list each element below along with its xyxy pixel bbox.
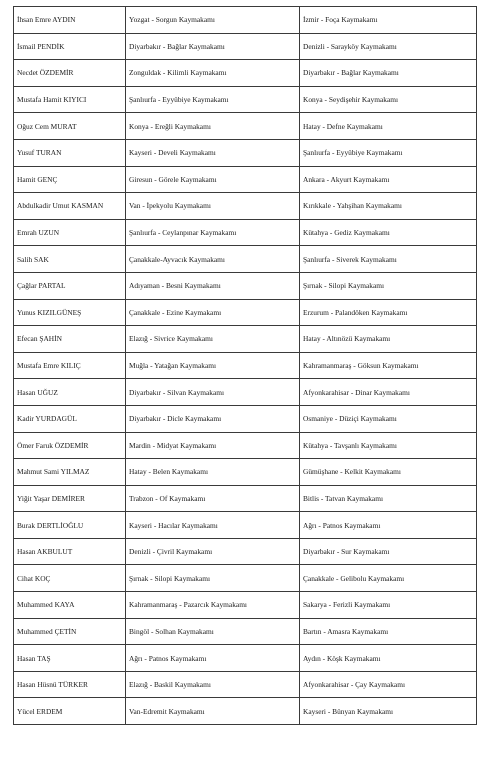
table-row: [14, 618, 477, 645]
name-cell: Hasan AKBULUT: [14, 538, 126, 565]
new-post-cell: Hatay - Defne Kaymakamı: [300, 113, 477, 140]
table-row: [14, 272, 477, 299]
name-cell: Muhammed KAYA: [14, 592, 126, 619]
current-post-cell: Ağrı - Patnos Kaymakamı: [126, 645, 300, 672]
new-post-cell: Ağrı - Patnos Kaymakamı: [300, 512, 477, 539]
current-post-cell: Muğla - Yatağan Kaymakamı: [126, 352, 300, 379]
name-cell: Efecan ŞAHİN: [14, 326, 126, 353]
table-row: [14, 193, 477, 220]
current-post-cell: Adıyaman - Besni Kaymakamı: [126, 272, 300, 299]
name-cell: Yunus KIZILGÜNEŞ: [14, 299, 126, 326]
name-cell: Necdet ÖZDEMİR: [14, 60, 126, 87]
new-post-cell: İzmir - Foça Kaymakamı: [300, 7, 477, 34]
table-row: [14, 299, 477, 326]
current-post-cell: Kayseri - Hacılar Kaymakamı: [126, 512, 300, 539]
table-row: [14, 219, 477, 246]
new-post-cell: Ankara - Akyurt Kaymakamı: [300, 166, 477, 193]
table-row: [14, 33, 477, 60]
new-post-cell: Aydın - Köşk Kaymakamı: [300, 645, 477, 672]
table-row: [14, 139, 477, 166]
current-post-cell: Elazığ - Baskil Kaymakamı: [126, 671, 300, 698]
table-row: [14, 698, 477, 725]
new-post-cell: Kırıkkale - Yahşihan Kaymakamı: [300, 193, 477, 220]
current-post-cell: Trabzon - Of Kaymakamı: [126, 485, 300, 512]
table-row: [14, 86, 477, 113]
name-cell: Hasan UĞUZ: [14, 379, 126, 406]
new-post-cell: Gümüşhane - Kelkit Kaymakamı: [300, 459, 477, 486]
name-cell: Mahmut Sami YILMAZ: [14, 459, 126, 486]
table-row: [14, 565, 477, 592]
new-post-cell: Şırnak - Silopi Kaymakamı: [300, 272, 477, 299]
appointment-table: [13, 6, 477, 725]
new-post-cell: Çanakkale - Gelibolu Kaymakamı: [300, 565, 477, 592]
name-cell: Emrah UZUN: [14, 219, 126, 246]
current-post-cell: Denizli - Çivril Kaymakamı: [126, 538, 300, 565]
current-post-cell: Kayseri - Develi Kaymakamı: [126, 139, 300, 166]
table-row: [14, 432, 477, 459]
new-post-cell: Kütahya - Gediz Kaymakamı: [300, 219, 477, 246]
table-row: [14, 405, 477, 432]
current-post-cell: Yozgat - Sorgun Kaymakamı: [126, 7, 300, 34]
current-post-cell: Giresun - Görele Kaymakamı: [126, 166, 300, 193]
name-cell: Yusuf TURAN: [14, 139, 126, 166]
current-post-cell: Hatay - Belen Kaymakamı: [126, 459, 300, 486]
name-cell: Oğuz Cem MURAT: [14, 113, 126, 140]
table-row: [14, 459, 477, 486]
current-post-cell: Diyarbakır - Silvan Kaymakamı: [126, 379, 300, 406]
name-cell: Yücel ERDEM: [14, 698, 126, 725]
current-post-cell: Şanlıurfa - Ceylanpınar Kaymakamı: [126, 219, 300, 246]
current-post-cell: Şanlıurfa - Eyyübiye Kaymakamı: [126, 86, 300, 113]
new-post-cell: Diyarbakır - Sur Kaymakamı: [300, 538, 477, 565]
current-post-cell: Bingöl - Solhan Kaymakamı: [126, 618, 300, 645]
new-post-cell: Osmaniye - Düziçi Kaymakamı: [300, 405, 477, 432]
new-post-cell: Erzurum - Palandöken Kaymakamı: [300, 299, 477, 326]
new-post-cell: Şanlıurfa - Eyyübiye Kaymakamı: [300, 139, 477, 166]
current-post-cell: Kahramanmaraş - Pazarcık Kaymakamı: [126, 592, 300, 619]
new-post-cell: Bartın - Amasra Kaymakamı: [300, 618, 477, 645]
new-post-cell: Bitlis - Tatvan Kaymakamı: [300, 485, 477, 512]
table-row: [14, 166, 477, 193]
table-row: [14, 60, 477, 87]
new-post-cell: Denizli - Sarayköy Kaymakamı: [300, 33, 477, 60]
current-post-cell: Mardin - Midyat Kaymakamı: [126, 432, 300, 459]
table-row: [14, 671, 477, 698]
table-row: [14, 512, 477, 539]
name-cell: Abdulkadir Umut KASMAN: [14, 193, 126, 220]
current-post-cell: Çanakkale - Ezine Kaymakamı: [126, 299, 300, 326]
name-cell: Kadir YURDAGÜL: [14, 405, 126, 432]
table-row: [14, 538, 477, 565]
new-post-cell: Afyonkarahisar - Çay Kaymakamı: [300, 671, 477, 698]
name-cell: Çağlar PARTAL: [14, 272, 126, 299]
name-cell: İsmail PENDİK: [14, 33, 126, 60]
name-cell: Muhammed ÇETİN: [14, 618, 126, 645]
name-cell: Hamit GENÇ: [14, 166, 126, 193]
name-cell: Hasan Hüsnü TÜRKER: [14, 671, 126, 698]
current-post-cell: Diyarbakır - Dicle Kaymakamı: [126, 405, 300, 432]
new-post-cell: Sakarya - Ferizli Kaymakamı: [300, 592, 477, 619]
table-row: [14, 7, 477, 34]
table-row: [14, 113, 477, 140]
current-post-cell: Elazığ - Sivrice Kaymakamı: [126, 326, 300, 353]
current-post-cell: Diyarbakır - Bağlar Kaymakamı: [126, 33, 300, 60]
current-post-cell: Konya - Ereğli Kaymakamı: [126, 113, 300, 140]
current-post-cell: Çanakkale-Ayvacık Kaymakamı: [126, 246, 300, 273]
table-row: [14, 352, 477, 379]
new-post-cell: Diyarbakır - Bağlar Kaymakamı: [300, 60, 477, 87]
new-post-cell: Kayseri - Bünyan Kaymakamı: [300, 698, 477, 725]
current-post-cell: Zonguldak - Kilimli Kaymakamı: [126, 60, 300, 87]
current-post-cell: Van - İpekyolu Kaymakamı: [126, 193, 300, 220]
name-cell: İhsan Emre AYDIN: [14, 7, 126, 34]
current-post-cell: Şırnak - Silopi Kaymakamı: [126, 565, 300, 592]
name-cell: Hasan TAŞ: [14, 645, 126, 672]
name-cell: Salih SAK: [14, 246, 126, 273]
appointment-table-body: [14, 7, 477, 725]
new-post-cell: Kütahya - Tavşanlı Kaymakamı: [300, 432, 477, 459]
current-post-cell: Van-Edremit Kaymakamı: [126, 698, 300, 725]
name-cell: Ömer Faruk ÖZDEMİR: [14, 432, 126, 459]
new-post-cell: Şanlıurfa - Siverek Kaymakamı: [300, 246, 477, 273]
table-row: [14, 592, 477, 619]
name-cell: Mustafa Hamit KIYICI: [14, 86, 126, 113]
new-post-cell: Afyonkarahisar - Dinar Kaymakamı: [300, 379, 477, 406]
new-post-cell: Kahramanmaraş - Göksun Kaymakamı: [300, 352, 477, 379]
table-row: [14, 645, 477, 672]
table-row: [14, 326, 477, 353]
name-cell: Yiğit Yaşar DEMİRER: [14, 485, 126, 512]
name-cell: Burak DERTLİOĞLU: [14, 512, 126, 539]
table-row: [14, 246, 477, 273]
table-row: [14, 485, 477, 512]
new-post-cell: Konya - Seydişehir Kaymakamı: [300, 86, 477, 113]
name-cell: Cihat KOÇ: [14, 565, 126, 592]
table-row: [14, 379, 477, 406]
new-post-cell: Hatay - Altınözü Kaymakamı: [300, 326, 477, 353]
name-cell: Mustafa Emre KILIÇ: [14, 352, 126, 379]
